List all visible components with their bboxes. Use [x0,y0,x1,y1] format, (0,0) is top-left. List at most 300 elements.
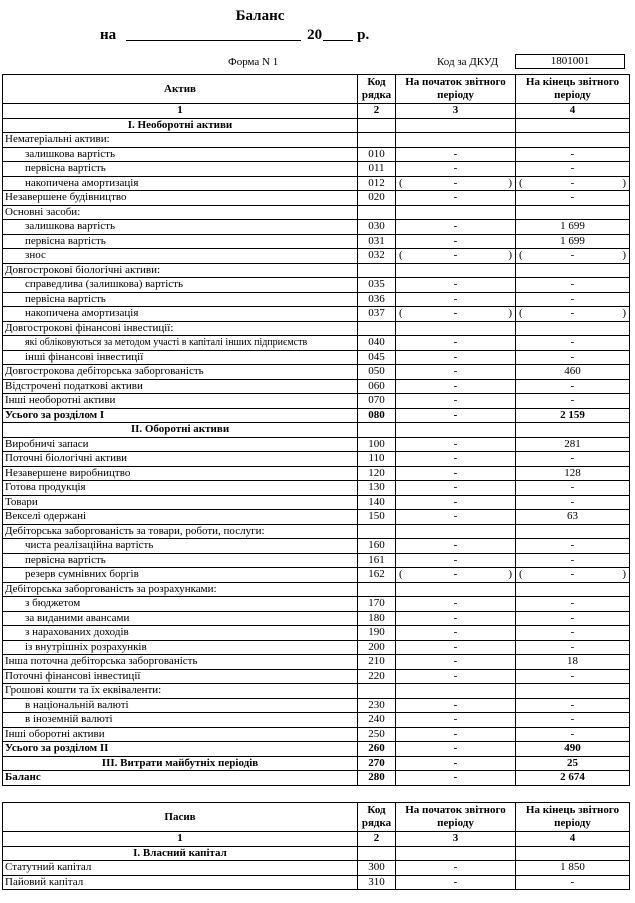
row-start-value: - [396,611,516,626]
row-start-value: - [396,655,516,670]
row-code: 110 [358,452,396,467]
row-start-value: - [396,220,516,235]
group-row [3,133,630,148]
code-cell [358,423,396,438]
row-end-value: 25 [516,756,630,771]
row-code: 280 [358,771,396,786]
row-start-value: - [396,597,516,612]
row-code: 310 [358,875,396,890]
row-start-value: - [396,379,516,394]
row-start-value: - [396,756,516,771]
row-code: 170 [358,597,396,612]
row-start-value: - [396,698,516,713]
col-header-code: Код рядка [358,75,396,104]
row-end-value: - [516,336,630,351]
row-start-value: - [396,191,516,206]
row-end-value: 460 [516,365,630,380]
row-label: накопичена амортизація [3,176,358,191]
table-row [3,597,630,612]
row-label: Інша поточна дебіторська заборгованість [3,655,358,670]
paren-value: - [570,249,575,262]
close-paren: ) [508,307,512,320]
table-row [3,452,630,467]
row-end-value: - [516,669,630,684]
table-row [3,568,630,583]
row-code: 036 [358,292,396,307]
table-row [3,713,630,728]
code-cell [358,133,396,148]
table-row [3,350,630,365]
row-end-value: - [516,495,630,510]
document-title: Баланс [235,8,285,24]
row-end-value: - [516,379,630,394]
table-row [3,162,630,177]
table-row [3,611,630,626]
end-cell [516,133,630,148]
row-label: первісна вартість [3,162,358,177]
row-start-value: - [396,553,516,568]
open-paren: ( [519,249,523,262]
row-start-value: - [396,162,516,177]
table-row [3,742,630,757]
table-row [3,379,630,394]
col-number-3: 3 [396,832,516,847]
row-code: 270 [358,756,396,771]
row-label: Усього за розділом II [3,742,358,757]
row-label: залишкова вартість [3,147,358,162]
row-start-value: - [396,727,516,742]
row-end-value: 63 [516,510,630,525]
col-number-4: 4 [516,104,630,119]
row-code: 035 [358,278,396,293]
end-cell [516,205,630,220]
group-label: Довгострокові біологічні активи: [3,263,358,278]
table-row [3,481,630,496]
paren-value: - [453,176,458,189]
row-label: Відстрочені податкові активи [3,379,358,394]
row-code: 162 [358,568,396,583]
row-end-value: 1 850 [516,861,630,876]
row-end-value: - [516,292,630,307]
row-label: Незавершене будівництво [3,191,358,206]
row-code: 032 [358,249,396,264]
end-cell [516,582,630,597]
table-row [3,191,630,206]
date-line [100,26,369,44]
end-cell [516,423,630,438]
liabilities-table [2,802,630,890]
row-code: 260 [358,742,396,757]
group-label: Дебіторська заборгованість за товари, роботи, послуги: [3,524,358,539]
open-paren: ( [399,176,403,189]
end-cell [516,684,630,699]
row-label: первісна вартість [3,292,358,307]
row-end-value: - [516,452,630,467]
row-code: 300 [358,861,396,876]
row-end-value: - [516,875,630,890]
row-label: чиста реалізаційна вартість [3,539,358,554]
row-label: в національній валюті [3,698,358,713]
group-label: Основні засоби: [3,205,358,220]
code-cell [358,263,396,278]
row-start-value: - [396,278,516,293]
row-label: Готова продукція [3,481,358,496]
row-code: 050 [358,365,396,380]
group-row [3,263,630,278]
date-blank [126,26,301,41]
col-number-4: 4 [516,832,630,847]
start-cell [396,133,516,148]
table-row [3,466,630,481]
code-cell [358,524,396,539]
row-start-value: - [396,669,516,684]
table-row [3,861,630,876]
row-code: 230 [358,698,396,713]
close-paren: ) [622,307,626,320]
row-label: первісна вартість [3,553,358,568]
section-title: I. Власний капітал [3,846,358,861]
open-paren: ( [519,568,523,581]
row-start-value: - [396,640,516,655]
col-header-label: Актив [3,75,358,104]
table-row [3,626,630,641]
table-row [3,539,630,554]
row-code: 010 [358,147,396,162]
row-end-value: 1 699 [516,234,630,249]
end-cell [516,118,630,133]
section-row [3,423,630,438]
row-end-value: - [516,278,630,293]
row-start-value: - [396,875,516,890]
row-start-value: - [396,292,516,307]
table-row [3,655,630,670]
col-number-3: 3 [396,104,516,119]
row-start-value: - [396,713,516,728]
group-label: Нематеріальні активи: [3,133,358,148]
code-cell [358,321,396,336]
row-label: з бюджетом [3,597,358,612]
row-code: 240 [358,713,396,728]
row-start-value [396,176,516,191]
table-row [3,698,630,713]
row-start-value: - [396,408,516,423]
table-row [3,292,630,307]
row-code: 160 [358,539,396,554]
open-paren: ( [399,568,403,581]
row-label: резерв сумнівних боргів [3,568,358,583]
row-code: 012 [358,176,396,191]
table-row [3,234,630,249]
table-row [3,176,630,191]
form-number: Форма N 1 [228,56,279,68]
table-row [3,875,630,890]
table-row [3,249,630,264]
column-number-row [3,832,630,847]
group-row [3,582,630,597]
row-start-value: - [396,336,516,351]
group-label: Грошові кошти та їх еквіваленти: [3,684,358,699]
row-end-value: - [516,626,630,641]
paren-value: - [570,307,575,320]
row-code: 150 [358,510,396,525]
row-end-value: - [516,162,630,177]
row-start-value [396,568,516,583]
group-row [3,205,630,220]
col-number-1: 1 [3,104,358,119]
row-code: 161 [358,553,396,568]
row-start-value: - [396,626,516,641]
row-label: Інші оборотні активи [3,727,358,742]
col-header-start: На початок звітного періоду [396,75,516,104]
year-suffix: р. [357,27,370,43]
code-cell [358,205,396,220]
start-cell [396,684,516,699]
row-code: 040 [358,336,396,351]
col-number-2: 2 [358,832,396,847]
col-number-2: 2 [358,104,396,119]
table-row [3,553,630,568]
row-end-value: - [516,539,630,554]
row-label: в іноземній валюті [3,713,358,728]
end-cell [516,321,630,336]
row-start-value: - [396,234,516,249]
row-code: 210 [358,655,396,670]
table-row [3,669,630,684]
row-end-value [516,307,630,322]
row-end-value: - [516,727,630,742]
row-label: III. Витрати майбутніх періодів [3,756,358,771]
row-start-value: - [396,437,516,452]
row-label: інші фінансові інвестиції [3,350,358,365]
row-label: Довгострокова дебіторська заборгованість [3,365,358,380]
row-code: 031 [358,234,396,249]
row-start-value: - [396,147,516,162]
row-label: Баланс [3,771,358,786]
table-row [3,278,630,293]
section-row [3,118,630,133]
row-code: 020 [358,191,396,206]
row-start-value: - [396,394,516,409]
row-start-value: - [396,771,516,786]
row-code: 011 [358,162,396,177]
row-start-value: - [396,350,516,365]
row-code: 070 [358,394,396,409]
table-row [3,408,630,423]
year-prefix: 20 [307,27,323,43]
table-row [3,365,630,380]
col-header-end: На кінець звітного періоду [516,75,630,104]
dkud-code: 1801001 [515,54,625,69]
row-label: із внутрішніх розрахунків [3,640,358,655]
group-row [3,524,630,539]
end-cell [516,263,630,278]
row-label: Інші необоротні активи [3,394,358,409]
col-header-code: Код рядка [358,803,396,832]
row-code: 190 [358,626,396,641]
row-start-value: - [396,539,516,554]
start-cell [396,524,516,539]
row-end-value: 18 [516,655,630,670]
header-row [3,803,630,832]
row-end-value: 128 [516,466,630,481]
close-paren: ) [622,176,626,189]
table-row [3,727,630,742]
row-end-value: - [516,553,630,568]
open-paren: ( [399,249,403,262]
close-paren: ) [508,249,512,262]
dkud-label: Код за ДКУД [437,56,499,68]
section-row [3,846,630,861]
row-end-value [516,176,630,191]
row-end-value: 490 [516,742,630,757]
table-row [3,495,630,510]
start-cell [396,846,516,861]
table-row [3,510,630,525]
code-cell [358,684,396,699]
paren-value: - [453,249,458,262]
table-row [3,220,630,235]
row-code: 200 [358,640,396,655]
col-header-label: Пасив [3,803,358,832]
column-number-row [3,104,630,119]
row-label: Поточні фінансові інвестиції [3,669,358,684]
open-paren: ( [399,307,403,320]
row-label: справедлива (залишкова) вартість [3,278,358,293]
header-row [3,75,630,104]
close-paren: ) [508,176,512,189]
row-end-value: - [516,350,630,365]
row-end-value [516,568,630,583]
row-label: Товари [3,495,358,510]
start-cell [396,205,516,220]
group-label: Довгострокові фінансові інвестиції: [3,321,358,336]
row-end-value: 2 159 [516,408,630,423]
row-end-value: - [516,640,630,655]
row-label: Векселі одержані [3,510,358,525]
row-end-value: - [516,191,630,206]
start-cell [396,321,516,336]
paren-value: - [453,307,458,320]
start-cell [396,582,516,597]
row-label: Статутний капітал [3,861,358,876]
row-code: 120 [358,466,396,481]
row-label: залишкова вартість [3,220,358,235]
row-end-value [516,249,630,264]
row-start-value: - [396,510,516,525]
col-header-end: На кінець звітного періоду [516,803,630,832]
row-end-value: 281 [516,437,630,452]
row-start-value: - [396,742,516,757]
row-label: Усього за розділом I [3,408,358,423]
row-label: Незавершене виробництво [3,466,358,481]
row-label: накопичена амортизація [3,307,358,322]
close-paren: ) [622,568,626,581]
col-number-1: 1 [3,832,358,847]
row-code: 250 [358,727,396,742]
row-end-value: - [516,698,630,713]
table-row [3,771,630,786]
row-end-value: - [516,611,630,626]
start-cell [396,423,516,438]
close-paren: ) [508,568,512,581]
start-cell [396,263,516,278]
row-code: 080 [358,408,396,423]
row-label: первісна вартість [3,234,358,249]
close-paren: ) [622,249,626,262]
start-cell [396,118,516,133]
table-row [3,307,630,322]
row-label: Виробничі запаси [3,437,358,452]
table-row [3,640,630,655]
paren-value: - [453,568,458,581]
table-row [3,394,630,409]
row-code: 037 [358,307,396,322]
end-cell [516,846,630,861]
col-header-start: На початок звітного періоду [396,803,516,832]
row-start-value: - [396,861,516,876]
row-code: 180 [358,611,396,626]
row-label: Пайовий капітал [3,875,358,890]
year-blank [323,26,353,41]
row-start-value: - [396,481,516,496]
date-prefix: на [100,27,117,43]
table-row [3,336,630,351]
row-code: 060 [358,379,396,394]
group-row [3,684,630,699]
table-row [3,147,630,162]
paren-value: - [570,568,575,581]
row-code: 045 [358,350,396,365]
table-row [3,756,630,771]
row-end-value: 1 699 [516,220,630,235]
row-end-value: - [516,713,630,728]
row-end-value: - [516,147,630,162]
paren-value: - [570,176,575,189]
row-code: 100 [358,437,396,452]
row-label: які обліковуються за методом участі в капіталі інших підприємств [3,336,358,351]
row-code: 140 [358,495,396,510]
code-cell [358,846,396,861]
row-start-value: - [396,466,516,481]
group-label: Дебіторська заборгованість за розрахунками: [3,582,358,597]
row-code: 130 [358,481,396,496]
group-row [3,321,630,336]
table-row [3,437,630,452]
row-label: Поточні біологічні активи [3,452,358,467]
row-end-value: - [516,481,630,496]
row-start-value [396,307,516,322]
row-end-value: - [516,597,630,612]
row-start-value: - [396,452,516,467]
section-title: I. Необоротні активи [3,118,358,133]
open-paren: ( [519,176,523,189]
assets-table [2,74,630,786]
code-cell [358,582,396,597]
row-end-value: - [516,394,630,409]
row-label: знос [3,249,358,264]
row-code: 220 [358,669,396,684]
row-start-value: - [396,365,516,380]
row-start-value [396,249,516,264]
section-title: II. Оборотні активи [3,423,358,438]
code-cell [358,118,396,133]
row-code: 030 [358,220,396,235]
row-label: за виданими авансами [3,611,358,626]
open-paren: ( [519,307,523,320]
end-cell [516,524,630,539]
row-end-value: 2 674 [516,771,630,786]
row-start-value: - [396,495,516,510]
